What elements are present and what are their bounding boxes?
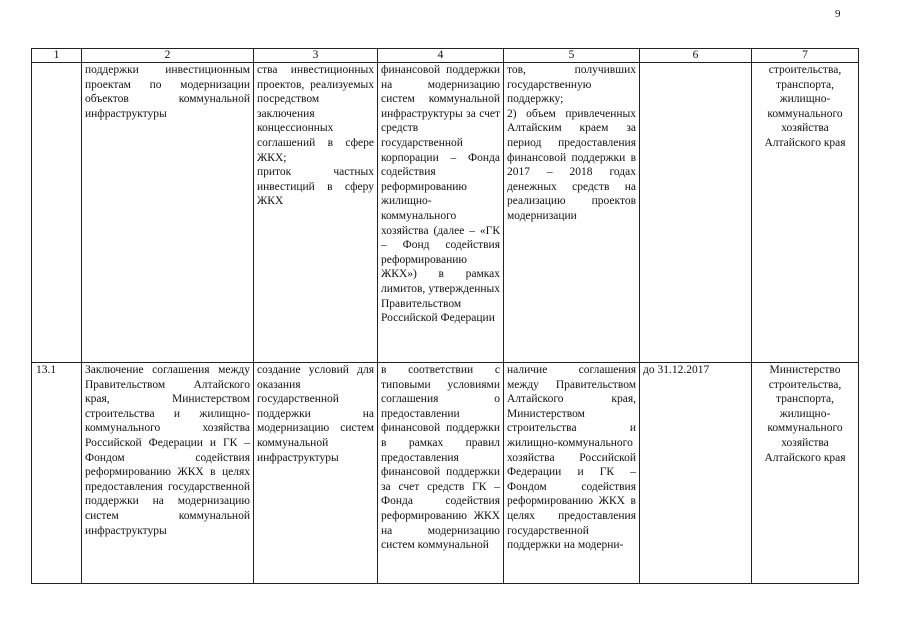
row-number-cell: 13.1 <box>32 363 82 584</box>
expected-result-cell <box>254 63 378 363</box>
column-number-6: 6 <box>640 49 752 63</box>
mechanism-cell: финансовой поддержки на модернизацию систем коммунальной инфраструктуры за счет средств государственной корпорации – Фонда содействия реформированию жилищно-коммунального хозяйства (далее – «ГК – Фонд содействия реформированию ЖКХ») в рамках лимитов, утвержденных Правительством Российской Федерации <box>378 63 504 363</box>
result-text: приток частных инвестиций в сферу ЖКХ <box>257 166 374 208</box>
event-name-cell: Заключение соглашения между Правительством Алтайского края, Министерством строительства и жилищно-коммунального хозяйства Российской Федерации и ГК – Фондом содействия реформированию ЖКХ в целях предоставления государственной поддержки на модернизацию систем коммунальной инфраструктуры <box>82 363 254 584</box>
indicator-text: 2) объем привлеченных Алтайским краем за период предоставления финансовой поддержки в 2017 – 2018 годах денежных средств на реализацию проектов модернизации <box>507 107 636 222</box>
mechanism-cell: в соответствии с типовыми условиями соглашения о предоставлении финансовой поддержки в рамках правил предоставления финансовой поддержки за счет средств ГК – Фонда содействия реформированию ЖКХ на модернизацию систем коммунальной <box>378 363 504 584</box>
deadline-cell <box>640 63 752 363</box>
column-number-row <box>32 49 859 63</box>
row-number-cell <box>32 63 82 363</box>
deadline-cell: до 31.12.2017 <box>640 363 752 584</box>
column-number-7: 7 <box>752 49 859 63</box>
table-row <box>32 363 859 584</box>
document-table <box>31 48 859 584</box>
responsible-cell: строительства, транспорта, жилищно-коммунального хозяйства Алтайского края <box>752 63 859 363</box>
column-number-3: 3 <box>254 49 378 63</box>
expected-result-cell: создание условий для оказания государственной поддержки на модернизацию систем коммунальной инфраструктуры <box>254 363 378 584</box>
result-text: ства инвестиционных проектов, реализуемых посредством заключения концессионных соглашений в сфере ЖКХ; <box>257 64 374 164</box>
indicator-cell: наличие соглашения между Правительством Алтайского края, Министерством строительства и жилищно-коммунального хозяйства Российской Федерации и ГК – Фондом содействия реформированию ЖКХ в целях предоставления государственной поддержки на модерни- <box>504 363 640 584</box>
column-number-1: 1 <box>32 49 82 63</box>
table-row <box>32 63 859 363</box>
column-number-2: 2 <box>82 49 254 63</box>
responsible-cell: Министерство строительства, транспорта, жилищно-коммунального хозяйства Алтайского края <box>752 363 859 584</box>
indicator-text: тов, получивших государственную поддержку; <box>507 64 636 106</box>
page-number: 9 <box>835 8 841 20</box>
event-name-cell: поддержки инвестиционным проектам по модернизации объектов коммунальной инфраструктуры <box>82 63 254 363</box>
column-number-5: 5 <box>504 49 640 63</box>
column-number-4: 4 <box>378 49 504 63</box>
indicator-cell <box>504 63 640 363</box>
